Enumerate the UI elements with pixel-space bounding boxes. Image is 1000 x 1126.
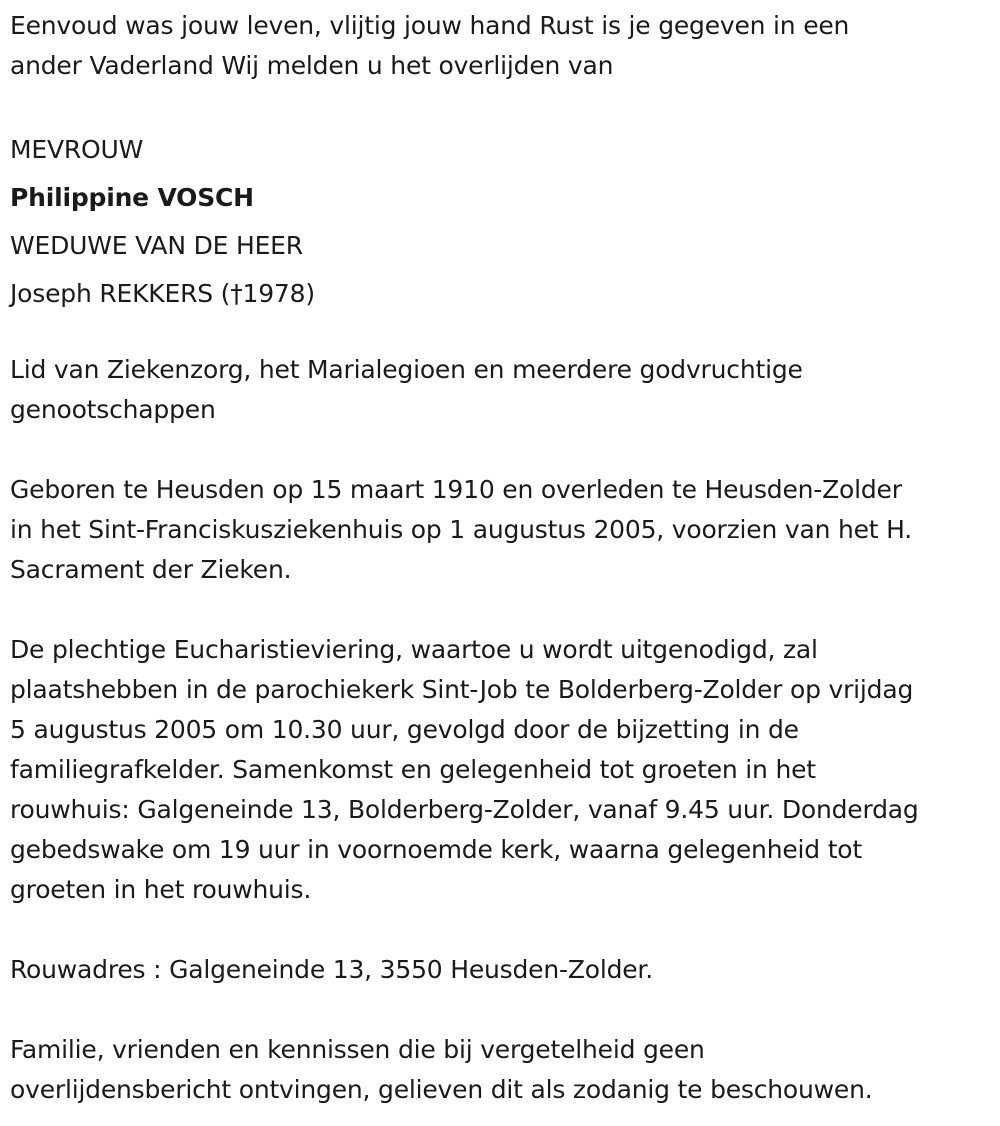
membership-paragraph <box>10 350 994 430</box>
birth-death-paragraph <box>10 470 994 590</box>
ceremony-line-6: gebedswake om 19 uur in voornoemde kerk, waarna gelegenheid tot <box>10 835 862 864</box>
deceased-block <box>10 126 994 318</box>
ceremony-line-5: rouwhuis: Galgeneinde 13, Bolderberg-Zolder, vanaf 9.45 uur. Donderdag <box>10 795 919 824</box>
deceased-spouse: Joseph REKKERS (†1978) <box>10 279 315 308</box>
membership-line-2: genootschappen <box>10 395 216 424</box>
ceremony-paragraph <box>10 630 994 910</box>
birth-death-line-1: Geboren te Heusden op 15 maart 1910 en overleden te Heusden-Zolder <box>10 475 902 504</box>
intro-verse <box>10 6 994 86</box>
funeral-address: Rouwadres : Galgeneinde 13, 3550 Heusden-Zolder. <box>10 955 653 984</box>
closing-paragraph <box>10 1030 994 1110</box>
closing-line-1: Familie, vrienden en kennissen die bij vergetelheid geen <box>10 1035 705 1064</box>
ceremony-line-1: De plechtige Eucharistieviering, waartoe u wordt uitgenodigd, zal <box>10 635 818 664</box>
address-paragraph <box>10 950 994 990</box>
obituary-document <box>10 6 994 1110</box>
intro-line-2: ander Vaderland Wij melden u het overlijden van <box>10 51 614 80</box>
closing-line-2: overlijdensbericht ontvingen, gelieven dit als zodanig te beschouwen. <box>10 1075 873 1104</box>
intro-line-1: Eenvoud was jouw leven, vlijtig jouw hand Rust is je gegeven in een <box>10 11 850 40</box>
ceremony-line-4: familiegrafkelder. Samenkomst en gelegenheid tot groeten in het <box>10 755 816 784</box>
ceremony-line-7: groeten in het rouwhuis. <box>10 875 312 904</box>
membership-line-1: Lid van Ziekenzorg, het Marialegioen en meerdere godvruchtige <box>10 355 803 384</box>
birth-death-line-2: in het Sint-Franciskusziekenhuis op 1 augustus 2005, voorzien van het H. <box>10 515 913 544</box>
deceased-relation: WEDUWE VAN DE HEER <box>10 231 303 260</box>
deceased-title: MEVROUW <box>10 135 144 164</box>
ceremony-line-3: 5 augustus 2005 om 10.30 uur, gevolgd door de bijzetting in de <box>10 715 799 744</box>
deceased-name: Philippine VOSCH <box>10 183 254 212</box>
ceremony-line-2: plaatshebben in de parochiekerk Sint-Job te Bolderberg-Zolder op vrijdag <box>10 675 914 704</box>
birth-death-line-3: Sacrament der Zieken. <box>10 555 292 584</box>
